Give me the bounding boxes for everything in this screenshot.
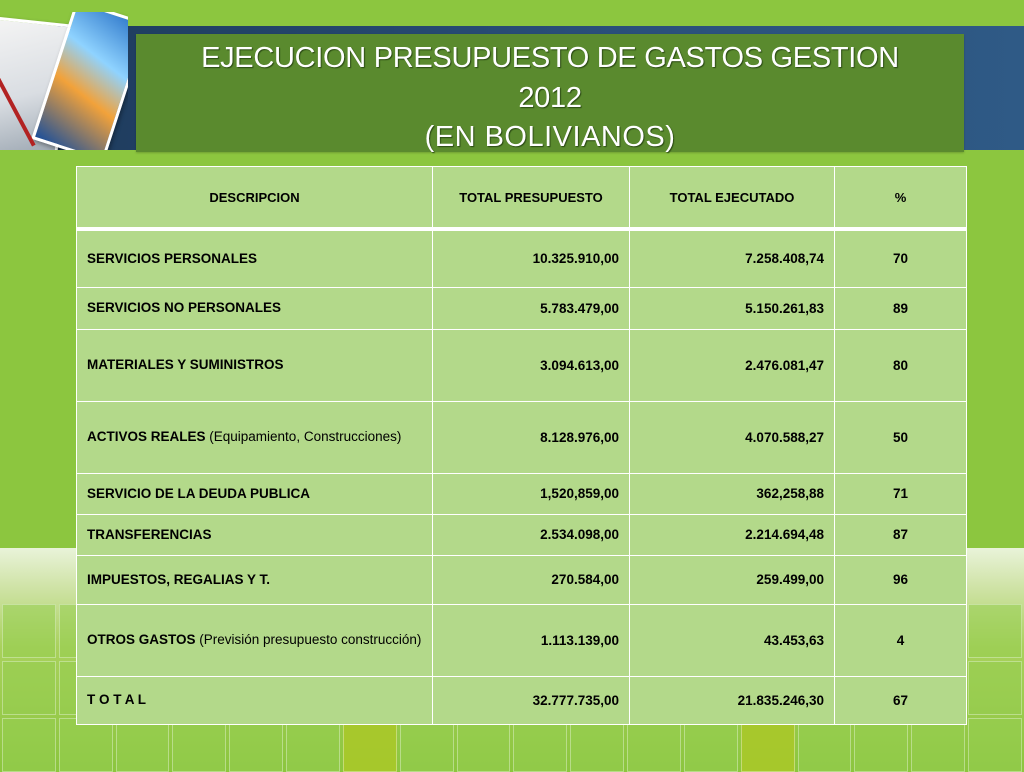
row-ejecutado: 2.476.081,47	[630, 329, 835, 401]
row-description-main: MATERIALES Y SUMINISTROS	[87, 357, 284, 372]
row-percent: 4	[835, 604, 967, 676]
row-percent: 80	[835, 329, 967, 401]
total-ejecutado: 21.835.246,30	[630, 676, 835, 724]
budget-table	[76, 166, 967, 725]
table-row	[77, 555, 967, 604]
table-row	[77, 287, 967, 329]
row-description-main: SERVICIOS NO PERSONALES	[87, 300, 282, 315]
row-description-extra: (Previsión presupuesto construcción)	[195, 632, 422, 647]
table-row	[77, 604, 967, 676]
total-presupuesto: 32.777.735,00	[433, 676, 630, 724]
row-ejecutado: 7.258.408,74	[630, 229, 835, 287]
row-description-main: SERVICIO DE LA DEUDA PUBLICA	[87, 485, 311, 501]
row-description	[77, 604, 433, 676]
row-ejecutado: 362,258,88	[630, 473, 835, 514]
header-total-presupuesto: TOTAL PRESUPUESTO	[433, 167, 630, 230]
row-presupuesto: 270.584,00	[433, 555, 630, 604]
page-subtitle: (EN BOLIVIANOS)	[424, 121, 676, 153]
row-presupuesto: 8.128.976,00	[433, 401, 630, 473]
top-band	[0, 0, 1024, 26]
row-presupuesto: 5.783.479,00	[433, 287, 630, 329]
row-presupuesto: 10.325.910,00	[433, 229, 630, 287]
page-title: EJECUCION PRESUPUESTO DE GASTOS GESTION	[201, 42, 899, 74]
total-label: T O T A L	[77, 676, 433, 724]
row-ejecutado: 5.150.261,83	[630, 287, 835, 329]
row-presupuesto: 3.094.613,00	[433, 329, 630, 401]
row-description	[77, 473, 433, 514]
row-presupuesto: 1,520,859,00	[433, 473, 630, 514]
row-description-main: ACTIVOS REALES	[87, 429, 206, 444]
row-percent: 89	[835, 287, 967, 329]
row-ejecutado: 4.070.588,27	[630, 401, 835, 473]
row-description	[77, 514, 433, 555]
row-description-extra: (Equipamiento, Construcciones)	[205, 429, 402, 444]
row-percent: 87	[835, 514, 967, 555]
budget-table-container	[76, 166, 966, 725]
table-row	[77, 229, 967, 287]
page-title-year: 2012	[518, 82, 582, 114]
row-description-main: IMPUESTOS, REGALIAS Y T.	[87, 571, 271, 587]
row-percent: 71	[835, 473, 967, 514]
header-percent: %	[835, 167, 967, 230]
row-presupuesto: 1.113.139,00	[433, 604, 630, 676]
row-description-main: SERVICIOS PERSONALES	[87, 250, 258, 266]
header-descripcion: DESCRIPCION	[77, 167, 433, 230]
row-percent: 50	[835, 401, 967, 473]
header-total-ejecutado: TOTAL EJECUTADO	[630, 167, 835, 230]
row-presupuesto: 2.534.098,00	[433, 514, 630, 555]
table-row	[77, 514, 967, 555]
decorative-photo-collage	[0, 12, 128, 150]
row-ejecutado: 43.453,63	[630, 604, 835, 676]
table-row	[77, 329, 967, 401]
total-percent: 67	[835, 676, 967, 724]
row-description	[77, 401, 433, 473]
table-total-row	[77, 676, 967, 724]
row-description	[77, 287, 433, 329]
row-percent: 70	[835, 229, 967, 287]
row-description-main: OTROS GASTOS	[87, 632, 196, 647]
row-description	[77, 555, 433, 604]
row-percent: 96	[835, 555, 967, 604]
row-ejecutado: 2.214.694,48	[630, 514, 835, 555]
row-description	[77, 329, 433, 401]
table-row	[77, 473, 967, 514]
title-box	[136, 34, 964, 152]
table-row	[77, 401, 967, 473]
row-description	[77, 229, 433, 287]
row-description-main: TRANSFERENCIAS	[87, 526, 212, 542]
table-header-row	[77, 167, 967, 230]
row-ejecutado: 259.499,00	[630, 555, 835, 604]
